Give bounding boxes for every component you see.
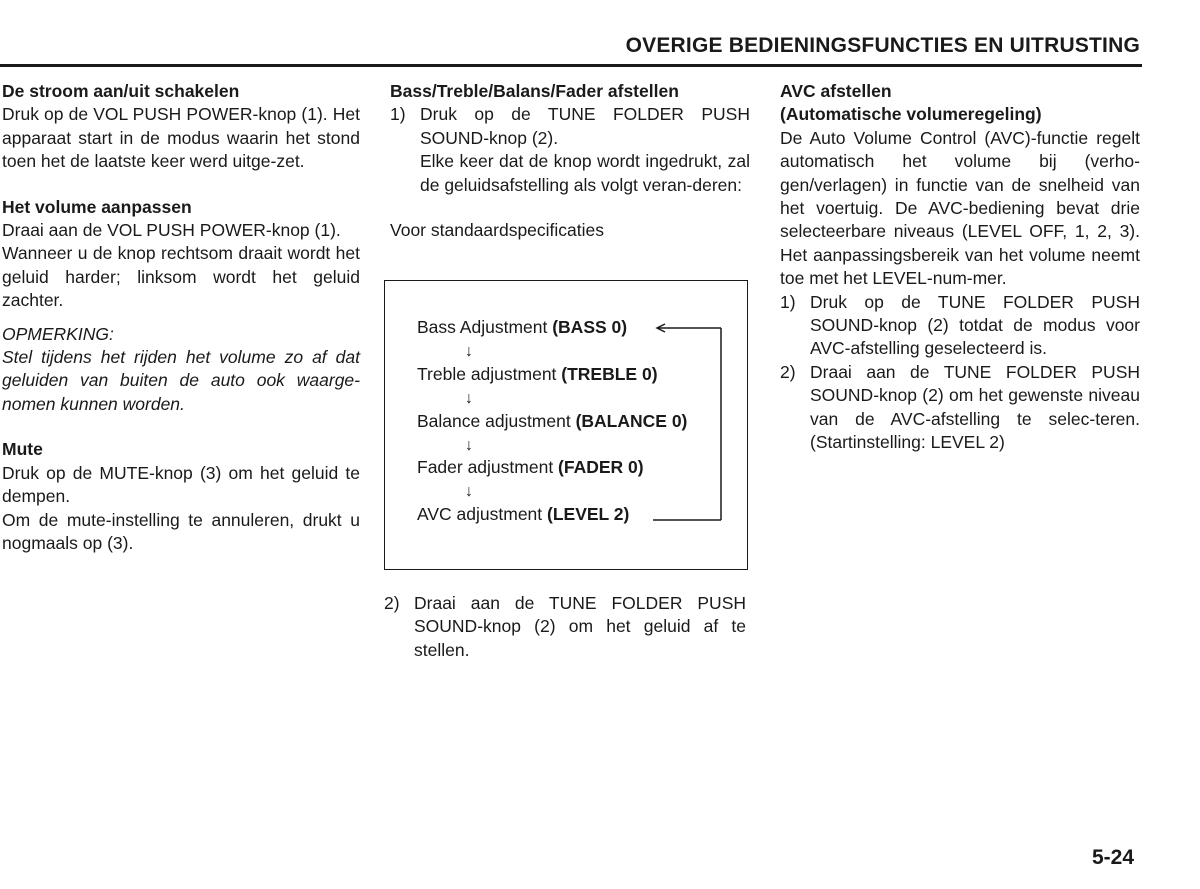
down-arrow-icon: ↓ [465,343,473,360]
flow-item-avc-value: (LEVEL 2) [547,504,630,524]
avc-step-2-text: Draai aan de TUNE FOLDER PUSH SOUND-knop (2) om het gewenste niveau van de AVC-afstelling te selec-teren. (Startinstelling: LEVEL 2) [810,361,1140,453]
sound-step-2-number: 2) [384,593,400,613]
power-section-title: De stroom aan/uit schakelen [2,81,240,101]
avc-step-1-number: 1) [780,291,796,312]
section-header-title: OVERIGE BEDIENINGSFUNCTIES EN UITRUSTING [625,34,1140,57]
flow-item-bass [417,316,627,339]
page-number: 5-24 [1091,846,1134,869]
flow-item-treble-value: (TREBLE 0) [561,364,658,384]
header-rule [0,64,1142,67]
flow-item-fader [417,456,644,479]
avc-section-subtitle: (Automatische volumeregeling) [780,104,1042,125]
flow-item-bass-value: (BASS 0) [552,317,628,337]
flow-item-balance-label: Balance adjustment [417,411,576,431]
mute-section-paragraph-2: Om de mute-instelling te annuleren, drukt u nogmaals op (3). [2,509,360,553]
flow-item-balance-value: (BALANCE 0) [575,411,688,431]
volume-section-title: Het volume aanpassen [2,196,192,217]
flow-item-avc-label: AVC adjustment [417,504,548,524]
sound-step-1-text: Druk op de TUNE FOLDER PUSH SOUND-knop (2). [420,104,750,148]
avc-step-2 [780,361,1140,455]
mute-section-title: Mute [2,439,43,460]
mute-section-paragraph-1: Druk op de MUTE-knop (3) om het geluid te dempen. [2,462,360,507]
column-middle [390,80,750,242]
avc-section-body: De Auto Volume Control (AVC)-functie regelt automatisch het volume bij (verho-gen/verlagen) in functie van de snelheid van het voertuig. De AVC-bediening bevat drie selecteerbare niveaus (LEVEL OFF, 1, 2, 3). Het aanpassingsbereik van het volume neemt toe met het LEVEL-num-mer. [780,127,1140,289]
sound-step-1 [390,103,750,197]
volume-section-paragraph-2: Wanneer u de knop rechtsom draait wordt het geluid harder; linksom wordt het geluid zachter. [2,243,360,311]
flow-item-bass-label: Bass Adjustment [417,317,553,337]
flow-item-balance [417,410,687,433]
sound-step-2 [384,592,746,662]
avc-section-title: AVC afstellen [780,81,892,101]
flow-item-avc [417,503,629,526]
column-left [2,80,360,555]
note-title: OPMERKING: [2,323,114,344]
volume-section-paragraph-1: Draai aan de VOL PUSH POWER-knop (1). [2,220,341,241]
power-section-body: Druk op de VOL PUSH POWER-knop (1). Het apparaat start in de modus waarin het stond toen het de laatste keer werd uitge-zet. [2,104,360,172]
note-body: Stel tijdens het rijden het volume zo af dat geluiden van buiten de auto ook waarge-nomen kunnen worden. [2,347,360,414]
sound-step-1-subtext: Elke keer dat de knop wordt ingedrukt, zal de geluidsafstelling als volgt veran-deren: [420,151,750,195]
down-arrow-icon: ↓ [465,483,473,500]
flow-item-treble-label: Treble adjustment [417,364,562,384]
column-right [780,80,1140,455]
avc-step-2-number: 2) [780,361,796,382]
down-arrow-icon: ↓ [465,390,473,407]
sound-step-2-text: Draai aan de TUNE FOLDER PUSH SOUND-knop (2) om het geluid af te stellen. [414,593,746,660]
avc-step-1-text: Druk op de TUNE FOLDER PUSH SOUND-knop (2) totdat de modus voor AVC-afstelling geselecteerd is. [810,291,1140,359]
avc-step-1 [780,291,1140,361]
down-arrow-icon: ↓ [465,437,473,454]
sound-section-title: Bass/Treble/Balans/Fader afstellen [390,81,679,101]
flow-item-treble [417,363,658,386]
flow-item-fader-label: Fader adjustment [417,457,559,477]
sound-step-1-number: 1) [390,104,406,125]
spec-label: Voor standaardspecificaties [390,220,605,241]
flow-item-fader-value: (FADER 0) [558,457,644,477]
sound-adjustment-flow-diagram [384,280,748,570]
